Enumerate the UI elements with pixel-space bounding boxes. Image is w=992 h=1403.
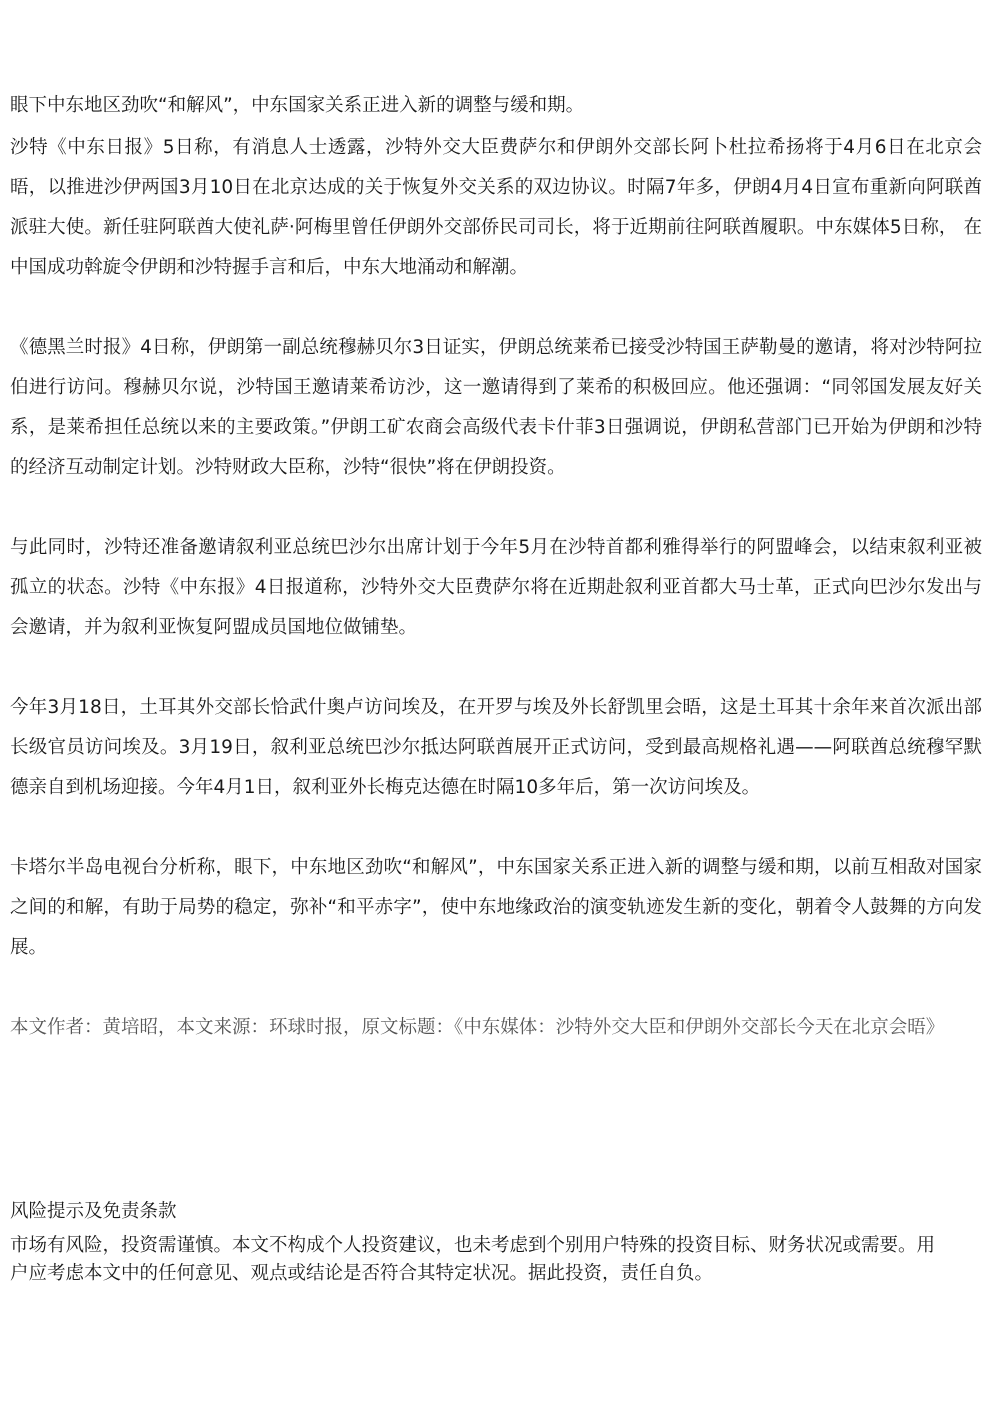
paragraph-spacer <box>10 968 982 1008</box>
article-paragraph: 沙特《中东日报》5日称，有消息人士透露，沙特外交大臣费萨尔和伊朗外交部长阿卜杜拉希扬将于4月6日在北京会晤，以推进沙伊两国3月10日在北京达成的关于恢复外交关系的双边协议。时隔7年多，伊朗4月4日宣布重新向阿联酋派驻大使。新任驻阿联酋大使礼萨·阿梅里曾任伊朗外交部侨民司司长，将于近期前往阿联酋履职。中东媒体5日称， 在中国成功斡旋令伊朗和沙特握手言和后，中东大地涌动和解潮。 <box>10 137 982 278</box>
paragraph-spacer <box>10 488 982 528</box>
article-paragraph: 《德黑兰时报》4日称，伊朗第一副总统穆赫贝尔3日证实，伊朗总统莱希已接受沙特国王萨勒曼的邀请，将对沙特阿拉伯进行访问。穆赫贝尔说，沙特国王邀请莱希访沙，这一邀请得到了莱希的积极回应。他还强调：“同邻国发展友好关系，是莱希担任总统以来的主要政策。”伊朗工矿农商会高级代表卡什菲3日强调说，伊朗私营部门已开始为伊朗和沙特的经济互动制定计划。沙特财政大臣称，沙特“很快”将在伊朗投资。 <box>10 337 982 478</box>
article-paragraph: 今年3月18日，土耳其外交部长恰武什奥卢访问埃及，在开罗与埃及外长舒凯里会晤，这是土耳其十余年来首次派出部长级官员访问埃及。3月19日，叙利亚总统巴沙尔抵达阿联酋展开正式访问，受到最高规格礼遇——阿联酋总统穆罕默德亲自到机场迎接。今年4月1日，叙利亚外长梅克达德在时隔10多年后，第一次访问埃及。 <box>10 697 982 798</box>
article-paragraph: 与此同时，沙特还准备邀请叙利亚总统巴沙尔出席计划于今年5月在沙特首都利雅得举行的阿盟峰会，以结束叙利亚被孤立的状态。沙特《中东报》4日报道称，沙特外交大臣费萨尔将在近期赴叙利亚首都大马士革，正式向巴沙尔发出与会邀请，并为叙利亚恢复阿盟成员国地位做铺垫。 <box>10 537 982 638</box>
article-paragraph: 卡塔尔半岛电视台分析称，眼下，中东地区劲吹“和解风”，中东国家关系正进入新的调整与缓和期，以前互相敌对国家之间的和解，有助于局势的稳定，弥补“和平赤字”，使中东地缘政治的演变轨迹发生新的变化，朝着令人鼓舞的方向发展。 <box>10 857 982 958</box>
article-source-line: 本文作者：黄培昭，本文来源：环球时报，原文标题：《中东媒体：沙特外交大臣和伊朗外交部长今天在北京会晤》 <box>10 1017 945 1038</box>
disclaimer-body: 市场有风险，投资需谨慎。本文不构成个人投资建议，也未考虑到个别用户特殊的投资目标、财务状况或需要。用户应考虑本文中的任何意见、观点或结论是否符合其特定状况。据此投资，责任自负。 <box>10 1235 936 1284</box>
paragraph-spacer <box>10 808 982 848</box>
disclaimer-title: 风险提示及免责条款 <box>10 1201 177 1222</box>
paragraph-spacer <box>10 648 982 688</box>
risk-disclaimer <box>10 1192 982 1288</box>
paragraph-spacer <box>10 288 982 328</box>
article-body <box>10 86 982 1048</box>
article-paragraph-lead: 眼下中东地区劲吹“和解风”，中东国家关系正进入新的调整与缓和期。 <box>10 95 585 116</box>
